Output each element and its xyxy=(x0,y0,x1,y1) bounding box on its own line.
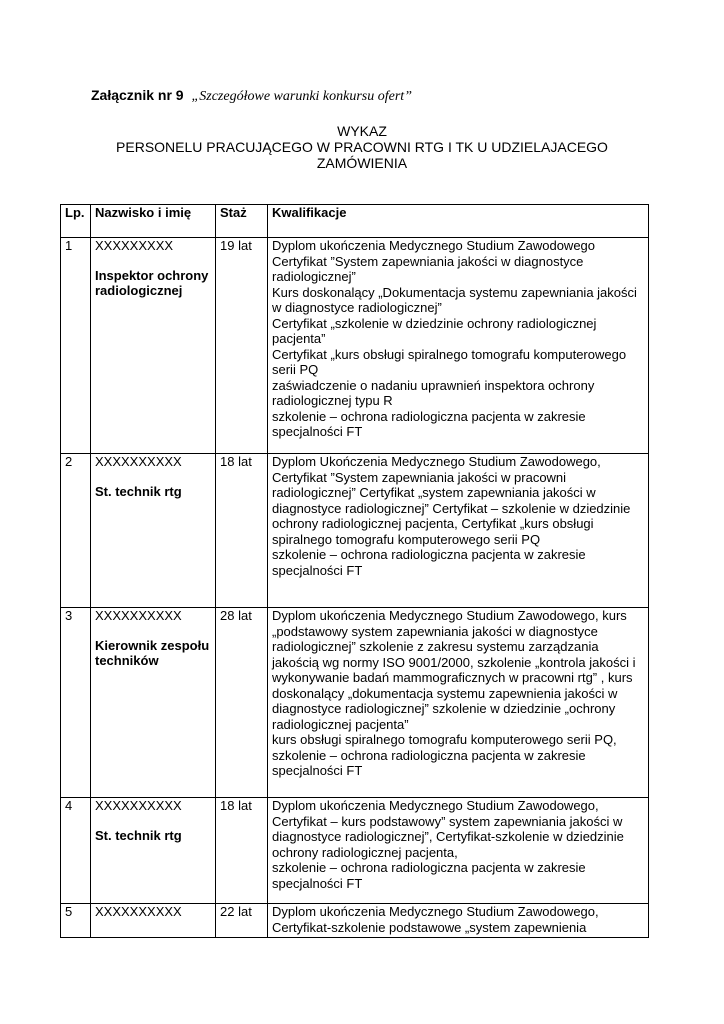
header-name: Nazwisko i imię xyxy=(91,205,216,238)
title-line-1: WYKAZ xyxy=(337,123,387,139)
cell-lp: 1 xyxy=(61,238,91,454)
table-row xyxy=(61,904,649,938)
cell-name xyxy=(91,454,216,608)
table-row xyxy=(61,454,649,608)
table-header-row xyxy=(61,205,649,238)
table-row xyxy=(61,798,649,904)
person-name: XXXXXXXXXX xyxy=(95,454,182,469)
cell-lp: 5 xyxy=(61,904,91,938)
cell-staz: 22 lat xyxy=(216,904,268,938)
cell-name xyxy=(91,904,216,938)
person-name: XXXXXXXXX xyxy=(95,238,174,253)
person-name: XXXXXXXXXX xyxy=(95,904,182,919)
cell-staz: 19 lat xyxy=(216,238,268,454)
cell-lp: 3 xyxy=(61,608,91,798)
cell-name xyxy=(91,798,216,904)
person-role: St. technik rtg xyxy=(95,827,182,843)
document-title xyxy=(60,123,664,171)
cell-lp: 4 xyxy=(61,798,91,904)
cell-kwalifikacje: Dyplom ukończenia Medycznego Studium Zawodowego, kurs „podstawowy system zapewniania jakości w diagnostyce radiologicznej” szkolenie z zakresu systemu zarządzania jakością wg normy ISO 9001/2000, szkolenie „kontrola jakości i wykonywanie badań mammograficznych w pracowni rtg” , kurs doskonalący „dokumentacja systemu zapewnienia jakości w diagnostyce radiologicznej” szkolenie w dziedzinie „ochrony radiologicznej pacjenta” kurs obsługi spiralnego tomografu komputerowego serii PQ, szkolenie – ochrona radiologiczna pacjenta w zakresie specjalności FT xyxy=(268,608,649,798)
cell-kwalifikacje: Dyplom ukończenia Medycznego Studium Zawodowego, Certyfikat – kurs podstawowy” system zapewniania jakości w diagnostyce radiologicznej”, Certyfikat-szkolenie w dziedzinie ochrony radiologicznej pacjenta, szkolenie – ochrona radiologiczna pacjenta w zakresie specjalności FT xyxy=(268,798,649,904)
header-staz: Staż xyxy=(216,205,268,238)
person-name: XXXXXXXXXX xyxy=(95,798,182,813)
cell-kwalifikacje: Dyplom ukończenia Medycznego Studium Zawodowego, Certyfikat-szkolenie podstawowe „system zapewnienia xyxy=(268,904,649,938)
header-lp: Lp. xyxy=(61,205,91,238)
attachment-subtitle: „Szczegółowe warunki konkursu ofert” xyxy=(191,89,412,104)
person-role: St. technik rtg xyxy=(95,483,182,499)
cell-name xyxy=(91,238,216,454)
personnel-table xyxy=(60,204,649,938)
cell-kwalifikacje: Dyplom ukończenia Medycznego Studium Zawodowego Certyfikat ”System zapewniania jakości w diagnostyce radiologicznej” Kurs doskonalący „Dokumentacja systemu zapewniania jakości w diagnostyce radiologicznej” Certyfikat „szkolenie w dziedzinie ochrony radiologicznej pacjenta” Certyfikat „kurs obsługi spiralnego tomografu komputerowego serii PQ zaświadczenie o nadaniu uprawnień inspektora ochrony radiologicznej typu R szkolenie – ochrona radiologiczna pacjenta w zakresie specjalności FT xyxy=(268,238,649,454)
title-line-2: PERSONELU PRACUJĄCEGO W PRACOWNI RTG I TK U UDZIELAJACEGO xyxy=(116,139,608,155)
cell-staz: 28 lat xyxy=(216,608,268,798)
cell-kwalifikacje: Dyplom Ukończenia Medycznego Studium Zawodowego, Certyfikat ”System zapewniania jakości w pracowni radiologicznej” Certyfikat „system zapewniania jakości w diagnostyce radiologicznej” Certyfikat – szkolenie w dziedzinie ochrony radiologicznej pacjenta, Certyfikat „kurs obsługi spiralnego tomografu komputerowego serii PQ szkolenie – ochrona radiologiczna pacjenta w zakresie specjalności FT xyxy=(268,454,649,608)
cell-staz: 18 lat xyxy=(216,454,268,608)
header-kwalifikacje: Kwalifikacje xyxy=(268,205,649,238)
person-role: Inspektor ochrony radiologicznej xyxy=(95,267,209,298)
attachment-header xyxy=(91,86,412,106)
cell-name xyxy=(91,608,216,798)
table-row xyxy=(61,238,649,454)
attachment-label: Załącznik nr 9 xyxy=(91,87,184,103)
cell-lp: 2 xyxy=(61,454,91,608)
title-line-3: ZAMÓWIENIA xyxy=(316,155,408,171)
table-row xyxy=(61,608,649,798)
cell-staz: 18 lat xyxy=(216,798,268,904)
person-name: XXXXXXXXXX xyxy=(95,608,182,623)
person-role: Kierownik zespołu techników xyxy=(95,637,210,668)
